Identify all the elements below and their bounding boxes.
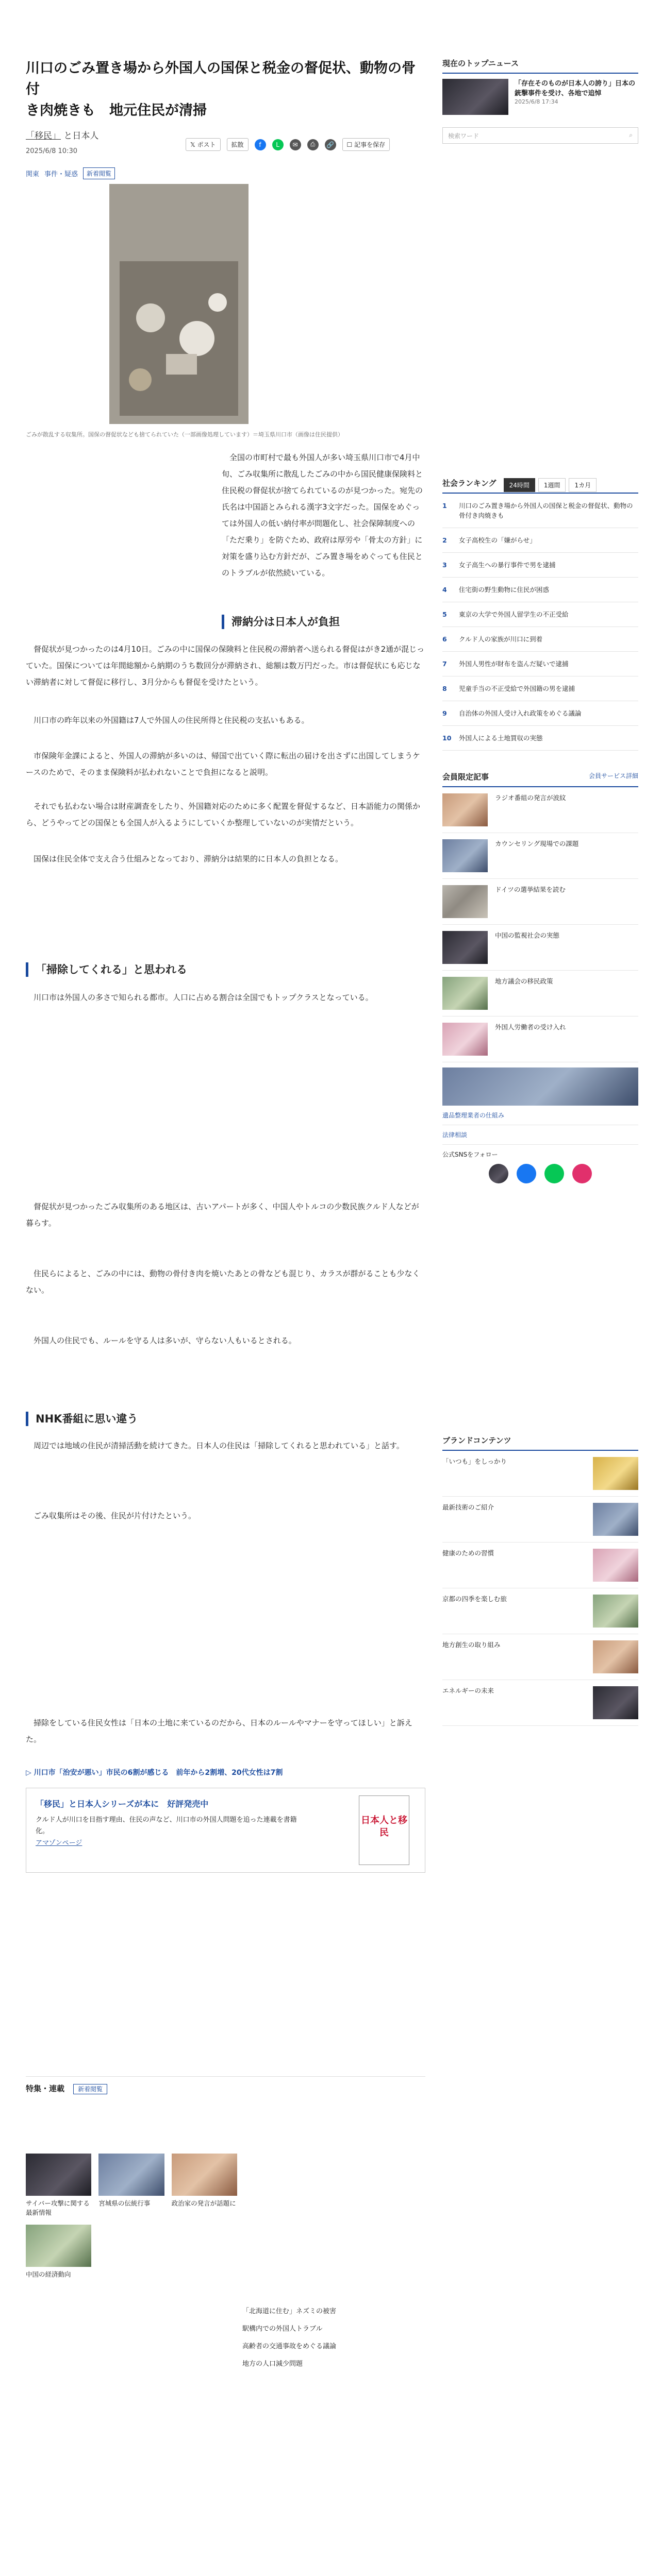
text-link[interactable]: 駅構内での外国人トラブル bbox=[242, 2325, 323, 2333]
x-icon[interactable] bbox=[489, 1164, 508, 1183]
line-icon[interactable]: L bbox=[272, 139, 284, 150]
facebook-icon[interactable]: f bbox=[255, 139, 266, 150]
related-card[interactable]: 中国の経済動向 bbox=[26, 2225, 91, 2279]
ranking-title: 社会ランキング bbox=[442, 479, 496, 488]
member-article[interactable]: 地方議会の移民政策 bbox=[442, 971, 638, 1016]
paragraph-2: 督促状が見つかったのは4月10日。ごみの中に国保の保険料と住民税の滞納者へ送られる督促はがき2通が混じっていた。国保については年間総額から納期のうち数回分が滞納され、総額は数万円だった。市は督促状にも応じない滞納者に対して督促に移行し、3月分からも督促を受けたという。 bbox=[26, 645, 425, 687]
heading-clean: 「掃除してくれる」と思われる bbox=[26, 962, 425, 977]
book-cover[interactable]: 日本人と移民 bbox=[359, 1795, 409, 1865]
instagram-icon[interactable] bbox=[572, 1164, 592, 1183]
related-card[interactable]: サイバー攻撃に関する最新情報 bbox=[26, 2154, 91, 2217]
members-title: 会員限定記事 bbox=[442, 772, 489, 782]
text-links bbox=[242, 2303, 428, 2373]
post-button[interactable]: 𝕏 ポスト bbox=[186, 138, 221, 151]
text-link[interactable]: 高齢者の交通事故をめぐる議論 bbox=[242, 2343, 337, 2350]
ranking-item[interactable]: 2 女子高校生の「嫌がらせ」 bbox=[442, 528, 638, 553]
ad-banner[interactable] bbox=[442, 1067, 638, 1106]
tags-bar bbox=[26, 2076, 425, 2094]
brand-item[interactable]: 京都の四季を楽しむ旅 bbox=[442, 1588, 638, 1634]
brand-item[interactable]: 健康のための習慣 bbox=[442, 1543, 638, 1588]
top-news-item[interactable] bbox=[442, 74, 638, 120]
line-icon[interactable] bbox=[544, 1164, 564, 1183]
brand-item[interactable]: エネルギーの未来 bbox=[442, 1680, 638, 1726]
members-more-link[interactable]: 会員サービス詳細 bbox=[588, 772, 638, 779]
sidebar-link[interactable]: 遺品整理業者の仕組み bbox=[442, 1106, 638, 1125]
member-article[interactable]: 中国の監視社会の実態 bbox=[442, 925, 638, 971]
publish-date: 2025/6/8 10:30 bbox=[26, 147, 77, 155]
text-link[interactable]: 地方の人口減少問題 bbox=[242, 2360, 303, 2368]
ranking-item[interactable]: 3 女子高生への暴行事件で男を逮捕 bbox=[442, 553, 638, 578]
ranking-item[interactable]: 8 児童手当の不正受給で外国籍の男を逮捕 bbox=[442, 676, 638, 701]
category-kanto[interactable]: 関東 bbox=[26, 171, 40, 178]
top-news-thumb bbox=[442, 79, 508, 115]
sns-follow-label: 公式SNSをフォロー bbox=[442, 1151, 498, 1158]
x-icon: 𝕏 bbox=[190, 141, 195, 148]
article-tag[interactable]: 新着閲覧 bbox=[83, 167, 115, 179]
mail-icon[interactable]: ✉ bbox=[290, 139, 301, 150]
paragraph-10: 外国人の住民でも、ルールを守る人は多いが、守らない人もいるとされる。 bbox=[34, 1336, 296, 1345]
paragraph-13: 掃除をしている住民女性は「日本の土地に来ているのだから、日本のルールやマナーを守ってほしい」と訴えた。 bbox=[26, 1718, 412, 1744]
link-icon[interactable]: 🔗 bbox=[325, 139, 336, 150]
brand-content-title: ブランドコンテンツ bbox=[442, 1436, 511, 1445]
paragraph-12: ごみ収集所はその後、住民が片付けたという。 bbox=[34, 1511, 196, 1520]
brand-item[interactable]: 「いつも」をしっかり bbox=[442, 1451, 638, 1497]
ranking-item[interactable]: 10 外国人による土地買収の実態 bbox=[442, 726, 638, 751]
category-bar bbox=[26, 167, 425, 179]
ranking-item[interactable]: 9 自治体の外国人受け入れ政策をめぐる議論 bbox=[442, 701, 638, 726]
heading-nhk: NHK番組に思い違う bbox=[26, 1412, 425, 1426]
paragraph-4: 市保険年金課によると、外国人の滞納が多いのは、帰国で出ていく際に転出の届けを出さずに出国してしまうケースのためで、そのまま保険料が払われないことで負担になると説明。 bbox=[26, 751, 421, 777]
search-box[interactable] bbox=[442, 127, 638, 144]
sidebar-link[interactable]: 法律相談 bbox=[442, 1125, 638, 1145]
member-article[interactable]: ドイツの選挙結果を読む bbox=[442, 879, 638, 925]
paragraph-5: それでも払わない場合は財産調査をしたり、外国籍対応のために多く配置を督促するなど、日本語能力の関係から、どうやってどの国保とも全国人が入るようにしていくか整理していないのが実情だという。 bbox=[26, 802, 421, 827]
member-article[interactable]: ラジオ番組の発言が波紋 bbox=[442, 787, 638, 833]
related-card[interactable]: 宮城県の伝統行事 bbox=[98, 2154, 164, 2217]
top-news-headline: 「存在そのものが日本人の誇り」日本の銃撃事件を受け、各地で追悼 bbox=[515, 80, 636, 97]
brand-item[interactable]: 最新技術のご紹介 bbox=[442, 1497, 638, 1543]
paragraph-6: 国保は住民全体で支え合う仕組みとなっており、滞納分は結果的に日本人の負担となる。 bbox=[34, 854, 343, 863]
title-line-2: き肉焼きも 地元住民が清掃 bbox=[26, 103, 207, 118]
tab-week[interactable]: 1週間 bbox=[538, 478, 566, 492]
heading-tax: 滞納分は日本人が負担 bbox=[222, 615, 425, 629]
ranking-list bbox=[442, 494, 638, 751]
related-article-link[interactable]: ▷ 川口市「治安が悪い」市民の6割が感じる 前年から2割増、20代女性は7割 bbox=[26, 1769, 283, 1777]
photo-caption: ごみが散乱する収集所。国保の督促状なども捨てられていた（一部画像処理しています）＝埼玉県川口市（画像は住民提供） bbox=[26, 431, 343, 438]
paragraph-11: 周辺では地域の住民が清掃活動を続けてきた。日本人の住民は「掃除してくれると思われている」と話す。 bbox=[34, 1441, 404, 1450]
member-article[interactable]: カウンセリング現場での課題 bbox=[442, 833, 638, 879]
tab-24h[interactable]: 24時間 bbox=[504, 478, 535, 492]
ranking-item[interactable]: 1 川口のごみ置き場から外国人の国保と税金の督促状、動物の骨付き肉焼きも bbox=[442, 494, 638, 528]
related-grid bbox=[26, 2154, 237, 2279]
share-bar bbox=[186, 138, 390, 151]
top-news-date: 2025/6/8 17:34 bbox=[515, 98, 558, 105]
series-link[interactable]: 「移民」 bbox=[26, 131, 61, 141]
ranking-item[interactable]: 5 東京の大学で外国人留学生の不正受給 bbox=[442, 602, 638, 627]
right-sidebar bbox=[442, 58, 638, 1726]
paragraph-9: 住民らによると、ごみの中には、動物の骨付き肉を焼いたあとの骨なども混じり、カラスが群がることも少なくない。 bbox=[26, 1269, 420, 1295]
save-article-button[interactable]: ☐ 記事を保存 bbox=[342, 138, 390, 151]
tag-item[interactable]: 新着閲覧 bbox=[73, 2084, 107, 2094]
book-title: 「移民」と日本人シリーズが本に 好評発売中 bbox=[36, 1799, 209, 1809]
title-line-1: 川口のごみ置き場から外国人の国保と税金の督促状、動物の骨付 bbox=[26, 60, 416, 97]
text-link[interactable]: 「北海道に住む」ネズミの被害 bbox=[242, 2308, 337, 2315]
category-incident[interactable]: 事件・疑惑 bbox=[44, 171, 78, 178]
facebook-icon[interactable] bbox=[517, 1164, 536, 1183]
paragraph-intro: 全国の市町村で最も外国人が多い埼玉県川口市で4月中旬、ごみ収集所に散乱したごみの中から国民健康保険料と住民税の督促状が捨てられているのが見つかった。宛先の氏名は中国語とみられる漢字3文字だった。国保をめぐっては外国人の低い納付率が問題化し、社会保障制度への「ただ乗り」を防ぐため、政府は厚労や「骨太の方針」に対策を盛り込む方針だが、ごみ置き場をめぐっても住民とのトラブルが依然続いている。 bbox=[222, 453, 423, 578]
search-input[interactable]: 検索ワード bbox=[448, 132, 479, 140]
search-icon[interactable]: ⌕ bbox=[629, 131, 633, 139]
hero-photo bbox=[109, 184, 249, 424]
book-description: クルド人が川口を目指す理由、住民の声など、川口市の外国人問題を追った連載を書籍化。 bbox=[36, 1816, 297, 1835]
garbage-photo-illustration bbox=[109, 184, 249, 424]
tab-month[interactable]: 1カ月 bbox=[569, 478, 597, 492]
other-share-button[interactable]: 拡散 bbox=[227, 138, 249, 151]
top-news-title: 現在のトップニュース bbox=[442, 59, 519, 68]
related-card[interactable]: 政治家の発言が話題に bbox=[172, 2154, 237, 2217]
brand-item[interactable]: 地方創生の取り組み bbox=[442, 1634, 638, 1680]
paragraph-3: 川口市の昨年以来の外国籍は7人で外国人の住民所得と住民税の支払いもある。 bbox=[34, 716, 309, 725]
book-promo[interactable] bbox=[26, 1788, 425, 1873]
ranking-item[interactable]: 4 住宅街の野生動物に住民が困惑 bbox=[442, 578, 638, 602]
ranking-item[interactable]: 7 外国人男性が財布を盗んだ疑いで逮捕 bbox=[442, 652, 638, 676]
print-icon[interactable]: ⎙ bbox=[307, 139, 319, 150]
paragraph-7: 川口市は外国人の多さで知られる都市。人口に占める割合は全国でもトップクラスとなっている。 bbox=[34, 993, 373, 1002]
article bbox=[26, 58, 425, 179]
tags-title: 特集・連載 bbox=[26, 2084, 65, 2093]
book-amazon-link[interactable]: アマゾンページ bbox=[36, 1839, 82, 1847]
ranking-tabs bbox=[504, 478, 597, 492]
sns-icons bbox=[442, 1164, 638, 1183]
member-article[interactable]: 外国人労働者の受け入れ bbox=[442, 1016, 638, 1062]
bookmark-icon: ☐ bbox=[346, 141, 353, 148]
article-title bbox=[26, 58, 425, 121]
series-suffix: と日本人 bbox=[63, 131, 99, 141]
paragraph-8: 督促状が見つかったごみ収集所のある地区は、古いアパートが多く、中国人やトルコの少数民族クルド人などが暮らす。 bbox=[26, 1202, 419, 1228]
ranking-item[interactable]: 6 クルド人の家族が川口に到着 bbox=[442, 627, 638, 652]
